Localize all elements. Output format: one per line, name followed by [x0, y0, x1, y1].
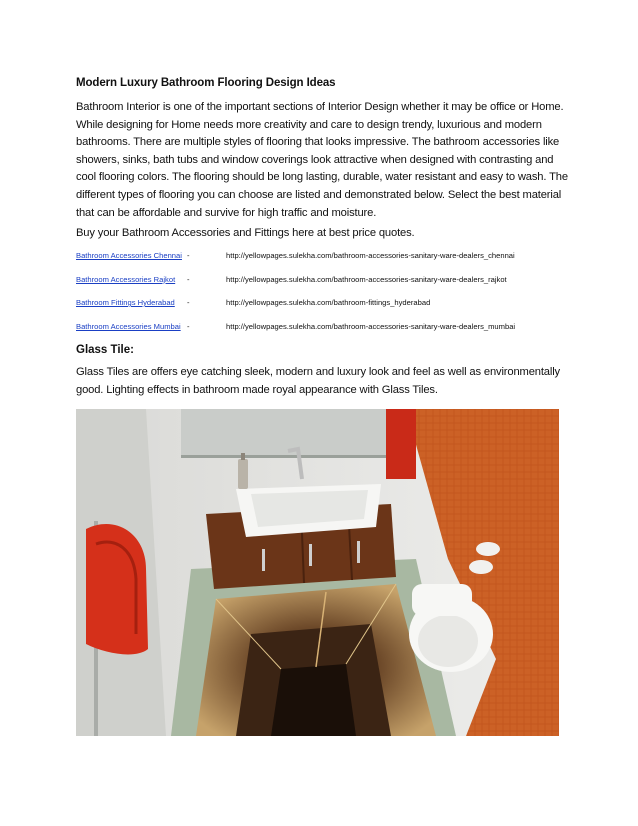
link-separator: - [187, 298, 190, 307]
link-separator: - [187, 274, 190, 284]
link-bathroom-accessories-chennai[interactable]: Bathroom Accessories Chennai [76, 251, 182, 260]
link-bathroom-accessories-rajkot[interactable]: Bathroom Accessories Rajkot [76, 274, 176, 284]
link-separator: - [187, 251, 190, 260]
buy-line: Buy your Bathroom Accessories and Fittings here at best price quotes. [76, 227, 415, 239]
link-row [76, 321, 596, 345]
link-row [76, 297, 596, 321]
link-row [76, 250, 596, 274]
document-title: Modern Luxury Bathroom Flooring Design Ideas [76, 77, 336, 89]
link-row [76, 274, 596, 298]
bathroom-photo [76, 409, 559, 736]
link-list [76, 250, 596, 344]
link-bathroom-accessories-mumbai[interactable]: Bathroom Accessories Mumbai [76, 321, 181, 331]
link-url: http://yellowpages.sulekha.com/bathroom-accessories-sanitary-ware-dealers_chennai [226, 251, 515, 260]
glass-tile-paragraph: Glass Tiles are offers eye catching sleek, modern and luxury look and feel as well as environmentally good. Lighting effects in bathroom made royal appearance with Glass Tiles. [76, 366, 560, 396]
link-url: http://yellowpages.sulekha.com/bathroom-accessories-sanitary-ware-dealers_rajkot [226, 274, 507, 284]
link-url: http://yellowpages.sulekha.com/bathroom-accessories-sanitary-ware-dealers_mumbai [226, 321, 516, 331]
link-url: http://yellowpages.sulekha.com/bathroom-fittings_hyderabad [226, 298, 431, 307]
link-separator: - [187, 321, 190, 331]
link-bathroom-fittings-hyderabad[interactable]: Bathroom Fittings Hyderabad [76, 298, 175, 307]
intro-paragraph: Bathroom Interior is one of the important sections of Interior Design whether it may be office or Home. While designing for Home needs more creativity and care to design trendy, luxurious and modern bathrooms. There are multiple styles of flooring that looks impressive. The bathroom accessories like showers, sinks, bath tubs and window coverings look attractive when designed with contrasting and cool flooring colors. The flooring should be long lasting, durable, water resistant and easy to wash. The different types of flooring you can choose are listed and demonstrated below. Select the best material that can be affordable and survive for high traffic and moisture. [76, 101, 568, 219]
section-heading-glass-tile: Glass Tile: [76, 344, 134, 356]
